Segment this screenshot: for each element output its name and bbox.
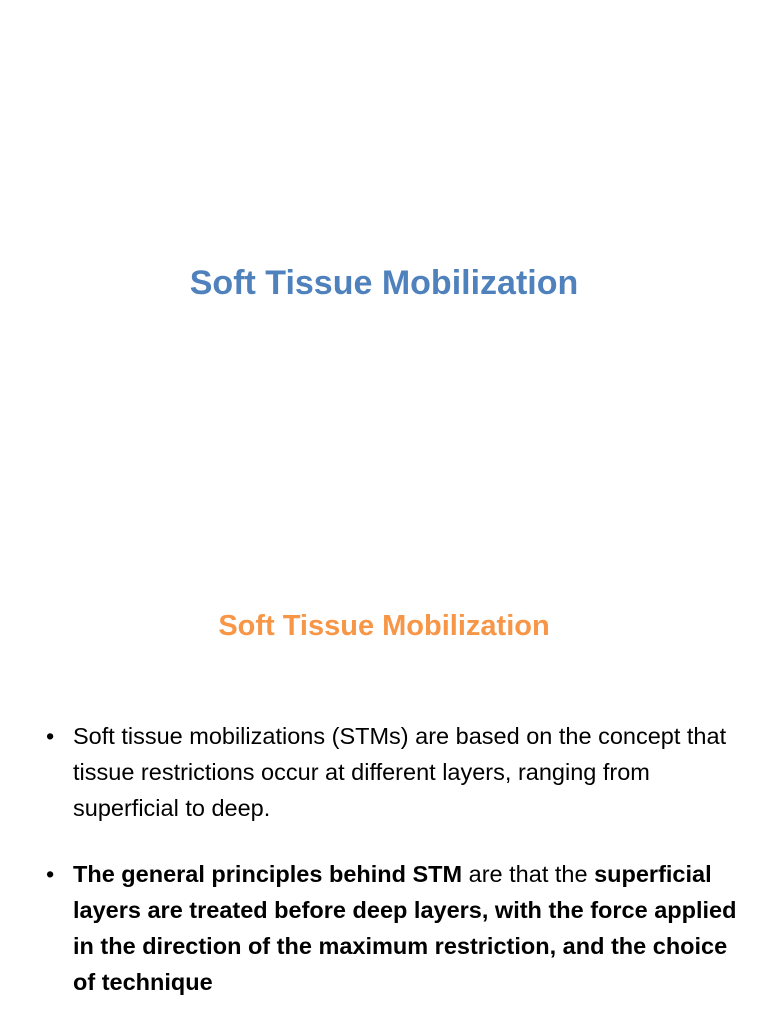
slide-2-title: Soft Tissue Mobilization bbox=[218, 610, 550, 642]
slide-1-title: Soft Tissue Mobilization bbox=[189, 264, 579, 302]
bullet-2-bold-body: superficial layers are treated before deep layers, with the force applied in the direction of the maximum restriction, and the choice of technique bbox=[73, 861, 737, 995]
bullet-1-text: Soft tissue mobilizations (STMs) are based on the concept that tissue restrictions occur at different layers, ranging from superficial to deep. bbox=[73, 723, 727, 821]
bullet-2-regular: are that the bbox=[462, 861, 595, 887]
bullet-dot-icon: • bbox=[46, 723, 55, 749]
bullet-item-2 bbox=[46, 856, 746, 1000]
bullet-list bbox=[46, 718, 746, 1000]
bullet-2-bold-lead: The general principles behind STM bbox=[73, 861, 463, 887]
bullet-item-1 bbox=[46, 718, 746, 826]
bullet-dot-icon: • bbox=[46, 861, 55, 887]
slide-2 bbox=[0, 576, 768, 1024]
